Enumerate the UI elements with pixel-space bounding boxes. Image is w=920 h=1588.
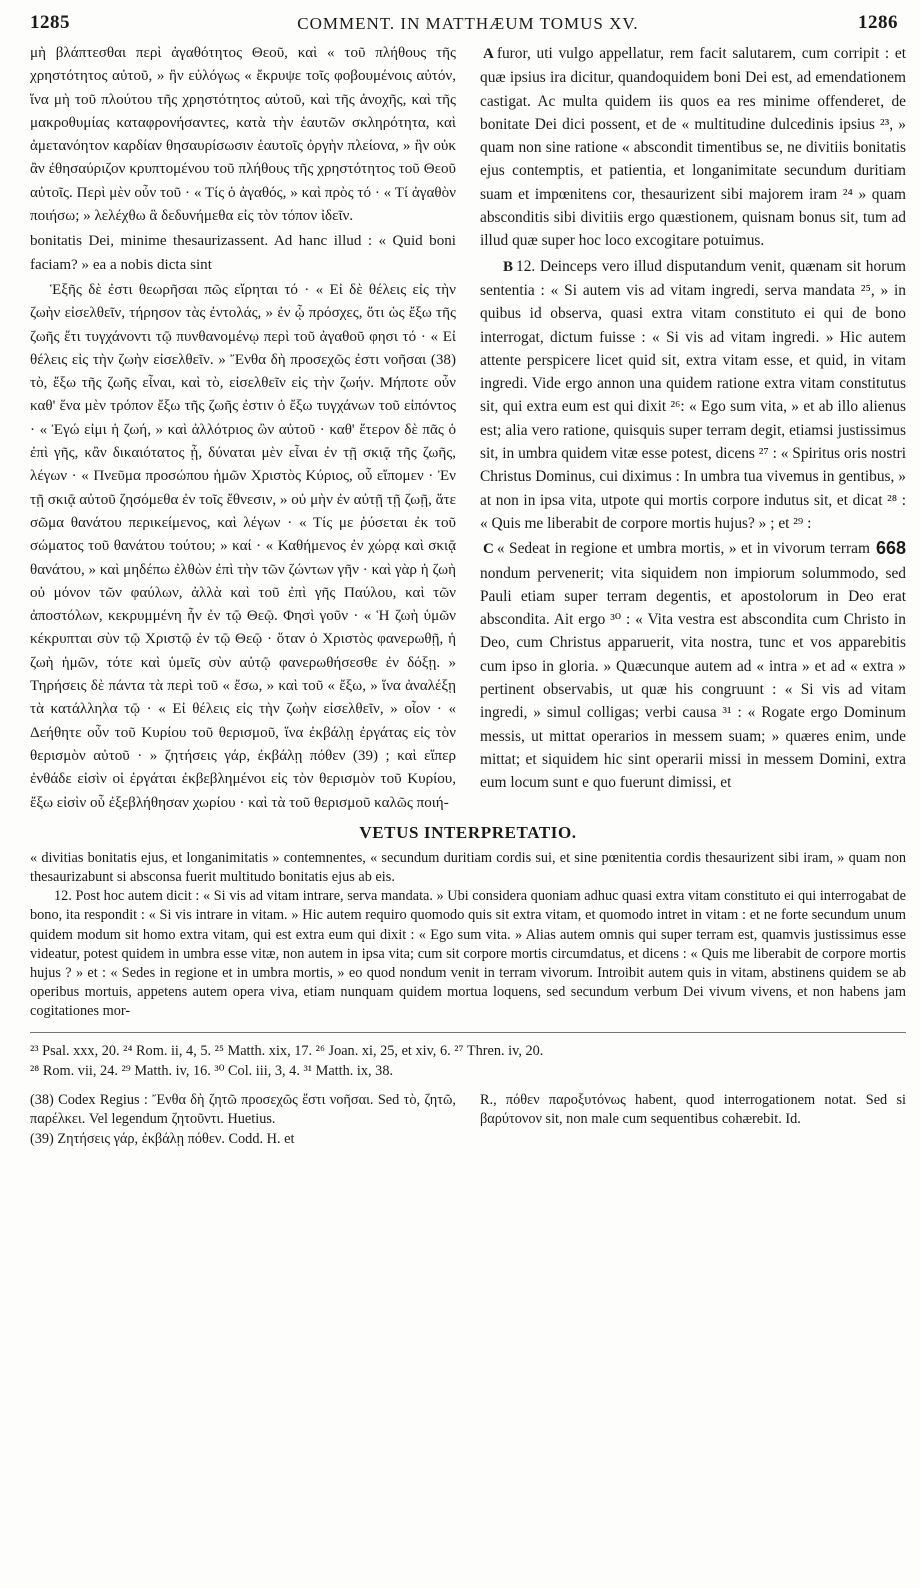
latin-paragraph-3: [480, 537, 906, 794]
greek-column: [30, 42, 456, 817]
margin-marker-b: B: [503, 258, 514, 275]
scripture-references: [30, 1041, 906, 1081]
note-39: (39) Ζητήσεις γάρ, ἐκβάλῃ πόθεν. Codd. H. et: [30, 1130, 295, 1147]
running-title: COMMENT. IN MATTHÆUM TOMUS XV.: [297, 14, 639, 33]
footnote-divider: [30, 1032, 906, 1033]
vetus-interpretatio-title: VETUS INTERPRETATIO.: [359, 822, 577, 842]
folio-number: 668: [875, 538, 906, 559]
greek-paragraph-3: Ἑξῆς δὲ ἐστι θεωρῆσαι πῶς εἴρηται τό · « Εἰ δὲ θέλεις εἰς τὴν ζωὴν εἰσελθεῖν, τήρησον τὰς ἐντολάς, » ἐν ᾧ πρόσχες, ὅτι ὡς ἔξω τῆς ζωῆς ἔτι τυγχάνοντι τῷ πυνθανομένῳ περὶ τοῦ ἀγαθοῦ φησι τό · « Εἰ θέλεις εἰς τὴν ζωὴν εἰσελθεῖν. » Ἔνθα δὴ προσεχῶς ἐστι νοῆσαι (38) τὸ, ἔξω τῆς ζωῆς εἶναι, καὶ τὸ, εἰσελθεῖν εἰς τὴν ζωήν. Μήποτε οὖν καθ' ἕνα μὲν τρόπον ἔξω τῆς ζωῆς ἐστιν ὁ ἔξω τυγχάνων τοῦ εἰπόντος · « Ἐγώ εἰμι ἡ ζωή, » καὶ ἀλλότριος ὢν αὐτοῦ · καθ' ἕτερον δὲ πᾶς ὁ ἐπὶ γῆς, κἂν δικαιότατος ᾖ, δύναται μὲν εἶναι ἐν τῇ σκιᾷ τῆς ζωῆς, λέγων · « Πνεῦμα προσώπου ἡμῶν Χριστὸς Κύριος, οὗ εἴπομεν · Ἐν τῇ σκιᾷ αὐτοῦ ζησόμεθα ἐν τοῖς ἔθνεσιν, » οὐ μὴν ἐν αὐτῇ τῇ ζωῇ, ἅτε σῶμα θανάτου περικείμενος, καὶ λέγων · « Τίς με ῥύσεται ἐκ τοῦ σώματος τοῦ θανάτου τούτου; » καί · « Καθήμενος ἐν χώρᾳ καὶ σκιᾷ θανάτου, » καὶ μηδέπω ἐλθὼν ἐπὶ τὴν τῶν ζώντων γῆν · καὶ γὰρ ἡ ζωὴ οὐ μόνον τῶν φαύλων, ἀλλὰ καὶ τοῦ ἐπὶ γῆς Παύλου, καὶ τῶν ἀποστόλων, κεκρυμμένη ἦν ἐν τῷ Θεῷ. Φησὶ γοῦν · « Ἡ ζωὴ ὑμῶν κέκρυπται σὺν τῷ Χριστῷ ἐν τῷ Θεῷ · ὅταν ὁ Χριστὸς φανερωθῇ, ἡ ζωὴ ἡμῶν, τότε καὶ ὑμεῖς σὺν αὐτῷ φανερωθήσεσθε ἐν δόξῃ. » Τηρήσεις δὲ πάντα τὰ περὶ τοῦ « ἔσω, » καὶ τοῦ « ἔξω, » ἵνα ἀναλέξῃ τὰ κατάλληλα τῷ · « Εἰ θέλεις εἰς τὴν ζωὴν εἰσελθεῖν, » οἷον · « Δεήθητε οὖν τοῦ Κυρίου τοῦ θερισμοῦ, ἵνα ἐκβάλῃ ἐργάτας εἰς τὸν θερισμὸν αὐτοῦ · » ζητήσεις γάρ, ἐκβάλῃ πόθεν (39) ; καὶ εἴπερ ἐνθάδε εἰσὶν οἱ ἐργάται ἐκβεβλημένοι εἰς τὸν θερισμὸν τοῦ Κυρίου, ἔξω εἰσὶν οὗ ἐξεβλήθησαν χωρίου · καὶ τὰ τοῦ θερισμοῦ καλῶς ποιή-: [30, 281, 456, 811]
vetus-paragraph-2: 12. Post hoc autem dicit : « Si vis ad vitam intrare, serva mandata. » Ubi considera quoniam adhuc quasi extra vitam constituto ei qui interrogabat de bono, ita respondit : « Si vis intrare in vitam. » Hic autem requiro quomodo quis sit extra vitam, et quomodo intret in vitam : et ne forte secundum unum quidem modum sit homo extra vitam, qui est extra eum qui dixit : « Ego sum vita. » Alias autem omnis qui super terram est, quamvis justissimus esse videatur, potest quidem in umbra esse vitæ, non autem in ipsa vita; cum sit corpore mortis circumdatus, et dicens : « Quis me liberabit de corpore mortis hujus ? » et : « Sedes in regione et in umbra mortis, » eo quod nondum venit in terram vivorum. Introibit autem quis in vitam, abstinens quidem se ab operibus mortuis, appetens autem opera viva, etiam nunquam quidem mortua loquens, sed secundum verbum Dei vivum vivens, et non habens jam cogitationes mor-: [30, 888, 906, 1020]
latin-paragraph-2-text: 12. Deinceps vero illud disputandum venit, quænam sit horum sententia : « Si autem vis ad vitam ingredi, serva mandata ²⁵, » in quibus id observa, quasi extra vitam constituto ei qui de bono interrogat, dictum fuisse : « Si vis ad vitam ingredi. » Hic autem attente perspicere licet quid sit, extra vitam esse, et quid, in vitam ingredi. Vide ergo annon una quidem ratione extra vitam constitutus sit, qui extra eum est qui dixit ²⁶: « Ego sum vita, » et ab illo alienus est; alia vero ratione, quisquis super terram degit, etiamsi justissimus sit, in umbra quidem vitæ esse potest, dicens ²⁷ : « Spiritus oris nostri Christus Dominus, cui diximus : In umbra tua vivemus in gentibus, » at non in ipsa vita, utpote qui mortis corpore indutus sit, et dicat ²⁸ : « Quis me liberabit de corpore mortis hujus? » ; et ²⁹ :: [480, 257, 906, 532]
latin-paragraph-2: [480, 255, 906, 536]
latin-paragraph-3-text: « Sedeat in regione et umbra mortis, » et in vivorum terram nondum pervenerit; vita siquidem non impiorum solummodo, sed Pauli etiam super terram degentis, et apostolorum in Deo erat abscondita. Ait ergo ³⁰ : « Vita vestra est abscondita cum Christo in Deo, cum Christus apparuerit, vita nostra, tunc et vos apparebitis cum ipso in gloria. » Quæcunque autem ad « intra » et ad « extra » pertinent observabis, ut quæ his congruunt : « Si vis ad vitam ingredi, » simul colligas; verbi causa ³¹ : « Rogate ergo Dominum messis, ut mittat operarios in messem suam; » quæres enim, unde mittat; et siquidem hic sint operarii missi in messem Domini, extra eum locum sunt e quo fuerunt dimissi, et: [480, 540, 906, 792]
page-number-right: 1286: [858, 12, 898, 33]
latin-column: [480, 42, 906, 817]
note-38: (38) Codex Regius : Ἔνθα δὴ ζητῶ προσεχῶς ἔστι νοῆσαι. Sed τὸ, ζητῶ, παρέλκει. Vel legendum ζητοῦντι. Huetius.: [30, 1091, 456, 1128]
greek-paragraph-1: μὴ βλάπτεσθαι περὶ ἀγαθότητος Θεοῦ, καὶ « τοῦ πλήθους τῆς χρηστότητος αὐτοῦ, » ἣν εὐλόγως « ἔκρυψε τοῖς φοβουμένοις αὐτόν, ἵνα μὴ τοῦ πλούτου τῆς χρηστότητος αὐτοῦ, καὶ τῆς ἀνοχῆς, καὶ τῆς μακροθυμίας καταφρονήσαντες, κατὰ τὴν ἑαυτῶν σκληρότητα, καὶ ἀμετανόητον καρδίαν θησαυρίσωσιν ἑαυτοῖς ὀργὴν πλείονα, » ἣν οὐκ ἂν ἐθησαύριζον κρυπτομένου τοῦ πλήθους τῆς χρηστότητος τοῦ Θεοῦ αὐτοῖς. Περὶ μὲν οὖν τοῦ · « Τίς ὁ ἀγαθός, » καὶ πρὸς τό · « Τί ἀγαθὸν ποιήσω; » λελέχθω ἃ δεδυνήμεθα εἰς τὸν τόπον ἰδεῖν.: [30, 45, 456, 225]
page-header: [30, 8, 906, 42]
latin-paragraph-1-text: furor, uti vulgo appellatur, rem facit salutarem, cum corripit : et quæ ipsius ira dicitur, quandoquidem boni Dei est, ad emendationem castigat. Ac multa quidem iis quos ea res minime offenderet, de bonitate Dei dici possent, et de « multitudine dulcedinis ipsius ²³, » quam non sine ratione « abscondit timentibus se, ne divitiis bonitatis ejus contemptis, et patientia, et longanimitate secundum duritiam suam et impœnitens cor, thesaurizent sibi majorem iram ²⁴ » quam absconditis sibi divitiis ergo quæstionem, quisnam bonus sit, tum ad illud quæ super hoc loco excogitare potuimus.: [480, 45, 906, 250]
two-column-body: [30, 42, 906, 817]
margin-marker-c: C: [483, 541, 494, 558]
margin-marker-a: A: [483, 46, 494, 62]
notes-right-column: [480, 1091, 906, 1150]
latin-paragraph-1: [480, 42, 906, 253]
notes-left-column: [30, 1091, 456, 1150]
vetus-paragraph-1: « divitias bonitatis ejus, et longanimitatis » contemnentes, « secundum duritiam cordis sui, et sine pœnitentia cordis thesaurizent sibi iram, » quam non thesaurizabunt si absconsa fuerit multitudo bonitatis ejus ab eis.: [30, 849, 906, 885]
page-number-left: 1285: [30, 12, 70, 33]
note-39-continued: R., πόθεν παροξυτόνως habent, quod interrogationem notat. Sed si βαρύτονον sit, non male cum sequentibus cohærebit. Id.: [480, 1091, 906, 1128]
editor-notes: [30, 1091, 906, 1150]
scripture-references-line-1: ²³ Psal. xxx, 20. ²⁴ Rom. ii, 4, 5. ²⁵ Matth. xix, 17. ²⁶ Joan. xi, 25, et xiv, 6. ²⁷ Thren. iv, 20.: [30, 1042, 544, 1059]
scripture-references-line-2: ²⁸ Rom. vii, 24. ²⁹ Matth. iv, 16. ³⁰ Col. iii, 3, 4. ³¹ Matth. ix, 38.: [30, 1062, 394, 1079]
vetus-interpretatio: [30, 849, 906, 1022]
greek-paragraph-2: bonitatis Dei, minime thesaurizassent. Ad hanc illud : « Quid boni faciam? » ea a nobis dicta sint: [30, 233, 456, 273]
